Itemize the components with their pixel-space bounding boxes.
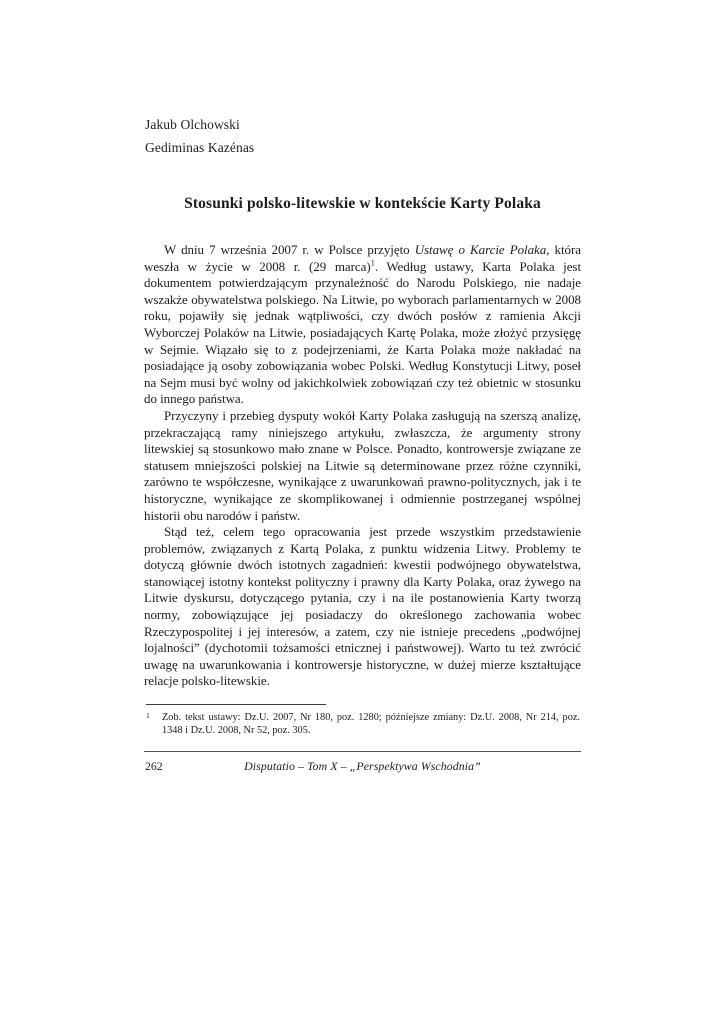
paragraph-3: Stąd też, celem tego opracowania jest przede wszystkim przedstawienie problemów, związanych z Kartą Polaka, z punktu widzenia Litwy. Problemy te dotyczą głównie dwóch istotnych zagadnień: kwestii podwójnego obywatelstwa, stanowiącej istotny kontekst polityczny i prawny dla Karty Polaka, oraz żywego na Litwie dyskursu, dotyczącego pytania, czy i na ile postanowienia Karty tworzą normy, zobowiązujące jej posiadaczy do określonego zachowania wobec Rzeczypospolitej i jej interesów, a zatem, czy nie istnieje precedens „podwójnej lojalności” (dychotomii tożsamości etnicznej i państwowej). Warto tu też zwrócić uwagę na uwarunkowania i kontrowersje historyczne, w dużej mierze kształtujące relacje polsko-litewskie. [144, 524, 581, 689]
article-body [144, 242, 581, 690]
paragraph-1-text: W dniu 7 września 2007 r. w Polsce przyjęto [164, 242, 415, 257]
page-number: 262 [145, 759, 163, 773]
footer-rule [144, 751, 581, 752]
page-footer [144, 759, 581, 773]
footnote-separator-rule [146, 704, 326, 705]
footnote-1 [146, 711, 580, 738]
paragraph-1 [144, 242, 581, 408]
paragraph-1-text-rest: . Według ustawy, Karta Polaka jest dokumentem potwierdzającym przynależność do Narodu Polskiego, nie nadaje wszakże obywatelstwa polskiego. Na Litwie, po wyborach parlamentarnych w 2008 roku, pojawiły się jednak wątpliwości, czy dwóch posłów z ramienia Akcji Wyborczej Polaków na Litwie, posiadających Kartę Polaka, może złożyć przysięgę w Sejmie. Wiązało się to z podejrzeniami, że Karta Polaka może nakładać na posiadające ją osoby zobowiązania wobec Polski. Według Konstytucji Litwy, poseł na Sejm musi być wolny od jakichkolwiek zobowiązań czy też obietnic w stosunku do innego państwa. [144, 258, 582, 407]
article-title: Stosunki polsko-litewskie w kontekście Karty Polaka [184, 195, 541, 212]
footnote-text: Zob. tekst ustawy: Dz.U. 2007, Nr 180, poz. 1280; późniejsze zmiany: Dz.U. 2008, Nr 214, poz. 1348 i Dz.U. 2008, Nr 52, poz. 305. [162, 712, 580, 737]
page-content [144, 0, 581, 1024]
author-name-1: Jakub Olchowski [145, 117, 240, 132]
footnote-ref-1: 1 [370, 257, 375, 268]
author-block [145, 113, 254, 159]
author-name-2: Gediminas Kazénas [145, 140, 255, 155]
act-title-italic: Ustawę o Karcie Polaka [414, 242, 547, 257]
paragraph-1-text-mid: , która weszła w życie w 2008 r. (29 marca) [144, 242, 581, 274]
paragraph-2: Przyczyny i przebieg dysputy wokół Karty Polaka zasługują na szerszą analizę, przekraczającą ramy niniejszego artykułu, zwłaszcza, że argumenty strony litewskiej są stosunkowo mało znane w Polsce. Ponadto, kontrowersje związane ze statusem mniejszości polskiej na Litwie są determinowane przez różne czynniki, zarówno te współczesne, wynikające z uwarunkowań prawno-politycznych, jak i te historyczne, wynikające ze skomplikowanej i odmiennie postrzeganej wspólnej historii obu narodów i państw. [144, 407, 581, 523]
journal-title: Disputatio – Tom X – „Perspektywa Wschodnia” [244, 759, 481, 773]
footnote-marker: 1 [146, 711, 150, 720]
